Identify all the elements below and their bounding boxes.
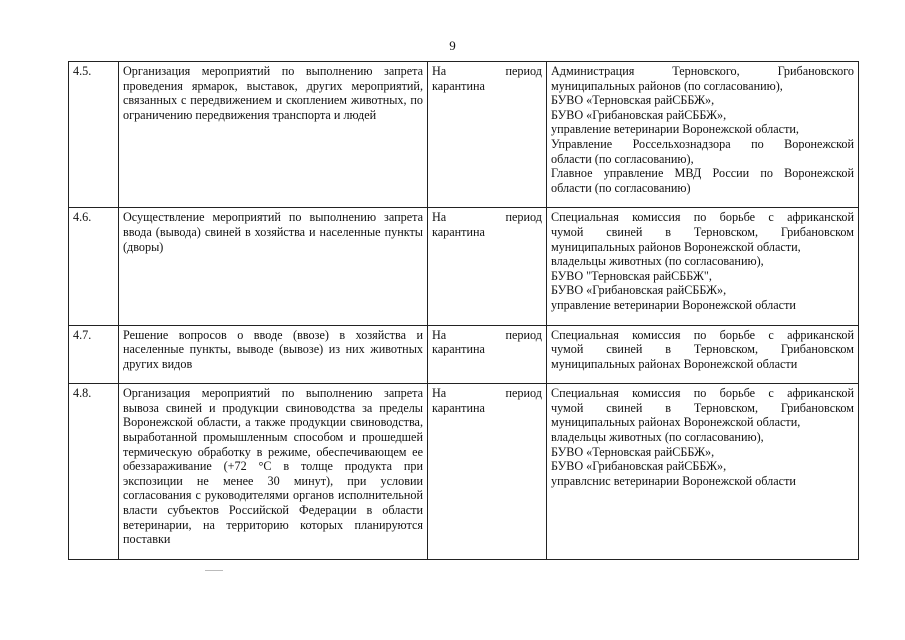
responsible-line: Специальная комиссия по борьбе с африканской (551, 210, 854, 225)
responsible-line: Главное управление МВД России по Воронежской (551, 166, 854, 181)
responsible-line: Специальная комиссия по борьбе с африканской (551, 386, 854, 401)
responsible-line: управление ветеринарии Воронежской области (551, 297, 796, 312)
scan-mark (205, 570, 223, 571)
responsible-parties (547, 325, 859, 384)
responsible-line: БУВО «Грибановская райСББЖ», (551, 283, 727, 298)
responsible-parties (547, 384, 859, 560)
responsible-line: Специальная комиссия по борьбе с африканской (551, 327, 854, 342)
table-row (69, 325, 859, 384)
period-first-line (432, 328, 542, 343)
responsible-line: БУВО «Терновская райСББЖ», (551, 93, 715, 108)
measure-period (428, 384, 547, 560)
responsible-line: муниципальных районах Воронежской области (551, 356, 798, 371)
period-word-na: На (432, 327, 447, 342)
period-word-na: На (432, 386, 447, 401)
responsible-line: чумой свиней в Терновском, Грибановском (551, 342, 854, 357)
row-number: 4.6. (69, 208, 119, 325)
period-word-na: На (432, 64, 447, 78)
responsible-parties (547, 208, 859, 325)
measure-description: Организация мероприятий по выполнению запрета проведения ярмарок, выставок, других мероприятий, связанных с передвижением и скоплением животных, по ограничению передвижения транспорта и людей (119, 62, 428, 208)
responsible-line: области (по согласованию), (551, 151, 694, 166)
responsible-line: владельцы животных (по согласованию), (551, 430, 764, 445)
period-word-quarantine: карантина (432, 400, 485, 415)
measure-period (428, 325, 547, 384)
period-word-quarantine: карантина (432, 342, 485, 357)
measure-description: Решение вопросов о вводе (ввозе) в хозяйства и населенные пункты, выводе (вывозе) из них животных других видов (119, 325, 428, 384)
period-word-quarantine: карантина (432, 224, 485, 239)
table-row (69, 208, 859, 325)
measure-period (428, 62, 547, 208)
responsible-line: чумой свиней в Терновском, Грибановском (551, 400, 854, 415)
period-word-na: На (432, 210, 447, 225)
measures-table-body (69, 62, 859, 560)
period-first-line (432, 386, 542, 401)
responsible-line: БУВО «Грибановская райСББЖ», (551, 107, 727, 122)
period-word-period: период (505, 386, 542, 401)
responsible-line: БУВО «Терновская райСББЖ», (551, 444, 715, 459)
period-word-quarantine: карантина (432, 78, 485, 93)
period-word-period: период (505, 327, 542, 342)
responsible-line: БУВО "Терновская райСББЖ", (551, 268, 712, 283)
responsible-parties (547, 62, 859, 208)
measure-period (428, 208, 547, 325)
responsible-line: муниципальных районов (по согласованию), (551, 78, 783, 93)
measure-description: Осуществление мероприятий по выполнению запрета ввода (вывода) свиней в хозяйства и населенные пункты (дворы) (119, 208, 428, 325)
responsible-line: муниципальных районов Воронежской области, (551, 239, 801, 254)
period-word-period: период (505, 210, 542, 225)
responsible-line: Управление Россельхознадзора по Воронежской (551, 136, 854, 151)
period-first-line (432, 64, 542, 79)
row-number: 4.8. (69, 384, 119, 560)
responsible-line: чумой свиней в Терновском, Грибановском (551, 224, 854, 239)
responsible-line: муниципальных районах Воронежской области, (551, 415, 801, 430)
measures-table (68, 61, 859, 560)
responsible-line: управлснис ветеринарии Воронежской области (551, 473, 796, 488)
responsible-line: Администрация Терновского, Грибановского (551, 64, 854, 78)
row-number: 4.7. (69, 325, 119, 384)
responsible-line: управление ветеринарии Воронежской области, (551, 122, 799, 137)
responsible-line: БУВО «Грибановская райСББЖ», (551, 459, 727, 474)
measure-description: Организация мероприятий по выполнению запрета вывоза свиней и продукции свиноводства за пределы Воронежской области, а также продукции свиноводства, выработанной промышленным способом и прошедшей термическую обработку в режиме, обеспечивающем ее обеззараживание (+72 °С в толще продукта при экспозиции не менее 30 минут), при условии согласования с руководителями органов исполнительной власти субъектов Российской Федерации в области ветеринарии, на территорию которых планируются поставки (119, 384, 428, 560)
table-row (69, 62, 859, 208)
period-first-line (432, 210, 542, 225)
period-word-period: период (505, 64, 542, 78)
responsible-line: области (по согласованию) (551, 180, 691, 195)
page-number: 9 (449, 38, 456, 53)
row-number: 4.5. (69, 62, 119, 208)
responsible-line: владельцы животных (по согласованию), (551, 254, 764, 269)
table-row (69, 384, 859, 560)
